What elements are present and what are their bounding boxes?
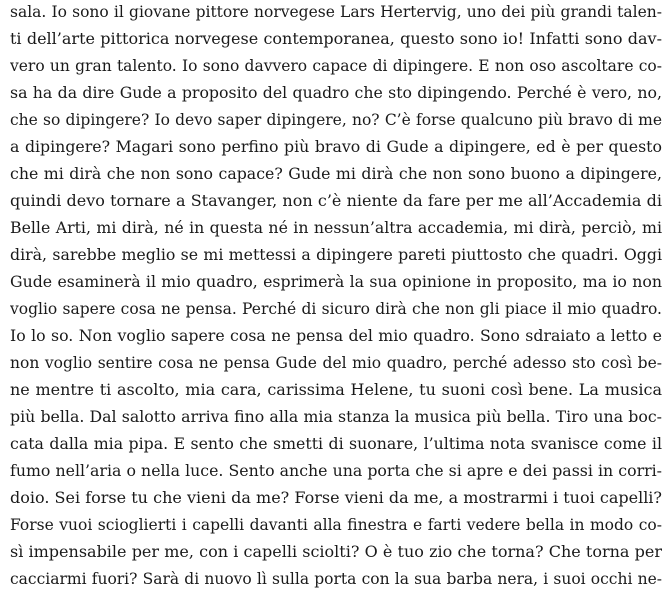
text-line: vero un gran talento. Io sono davvero capace di dipingere. E non oso ascoltare co- [10,57,662,75]
text-line: sala. Io sono il giovane pittore norvegese Lars Hertervig, uno dei più grandi talen- [10,3,662,21]
text-line: che mi dirà che non sono capace? Gude mi dirà che non sono buono a dipingere, [10,164,662,183]
text-line: sì impensabile per me, con i capelli sciolti? O è tuo zio che torna? Che torna per [10,542,662,561]
text-line: più bella. Dal salotto arriva fino alla mia stanza la musica più bella. Tiro una boc- [10,407,662,426]
text-line: fumo nell’aria o nella luce. Sento anche una porta che si apre e dei passi in corri- [10,461,662,480]
text-line: dirà, sarebbe meglio se mi mettessi a dipingere pareti piuttosto che quadri. Oggi [10,245,662,264]
text-line: Forse vuoi scioglierti i capelli davanti alla finestra e farti vedere bella in modo co- [10,516,662,534]
text-line: cacciarmi fuori? Sarà di nuovo lì sulla porta con la sua barba nera, i suoi occhi ne- [10,570,662,588]
text-line: sa ha da dire Gude a proposito del quadro che sto dipingendo. Perché è vero, no, [10,83,662,102]
text-line: quindi devo tornare a Stavanger, non c’è niente da fare per me all’Accademia di [10,191,662,210]
text-line: Io lo so. Non voglio sapere cosa ne pensa del mio quadro. Sono sdraiato a letto e [10,326,662,345]
text-line: Belle Arti, mi dirà, né in questa né in nessun’altra accademia, mi dirà, perciò, mi [10,218,662,237]
text-line: Gude esaminerà il mio quadro, esprimerà la sua opinione in proposito, ma io non [10,272,662,291]
text-line: ti dell’arte pittorica norvegese contemporanea, questo sono io! Infatti sono dav- [10,29,662,48]
text-line: voglio sapere cosa ne pensa. Perché di sicuro dirà che non gli piace il mio quadro. [10,300,662,318]
text-line: cata dalla mia pipa. E sento che smetti di suonare, l’ultima nota svanisce come il [10,434,662,453]
text-line: a dipingere? Magari sono perfino più bravo di Gude a dipingere, ed è per questo [10,137,662,156]
text-line: non voglio sentire cosa ne pensa Gude del mio quadro, perché adesso sto così be- [10,354,662,372]
text-line: doio. Sei forse tu che vieni da me? Forse vieni da me, a mostrarmi i tuoi capelli? [10,488,662,507]
text-line: che so dipingere? Io devo saper dipingere, no? C’è forse qualcuno più bravo di me [10,111,662,129]
text-line: ne mentre ti ascolto, mia cara, carissima Helene, tu suoni così bene. La musica [10,380,662,399]
